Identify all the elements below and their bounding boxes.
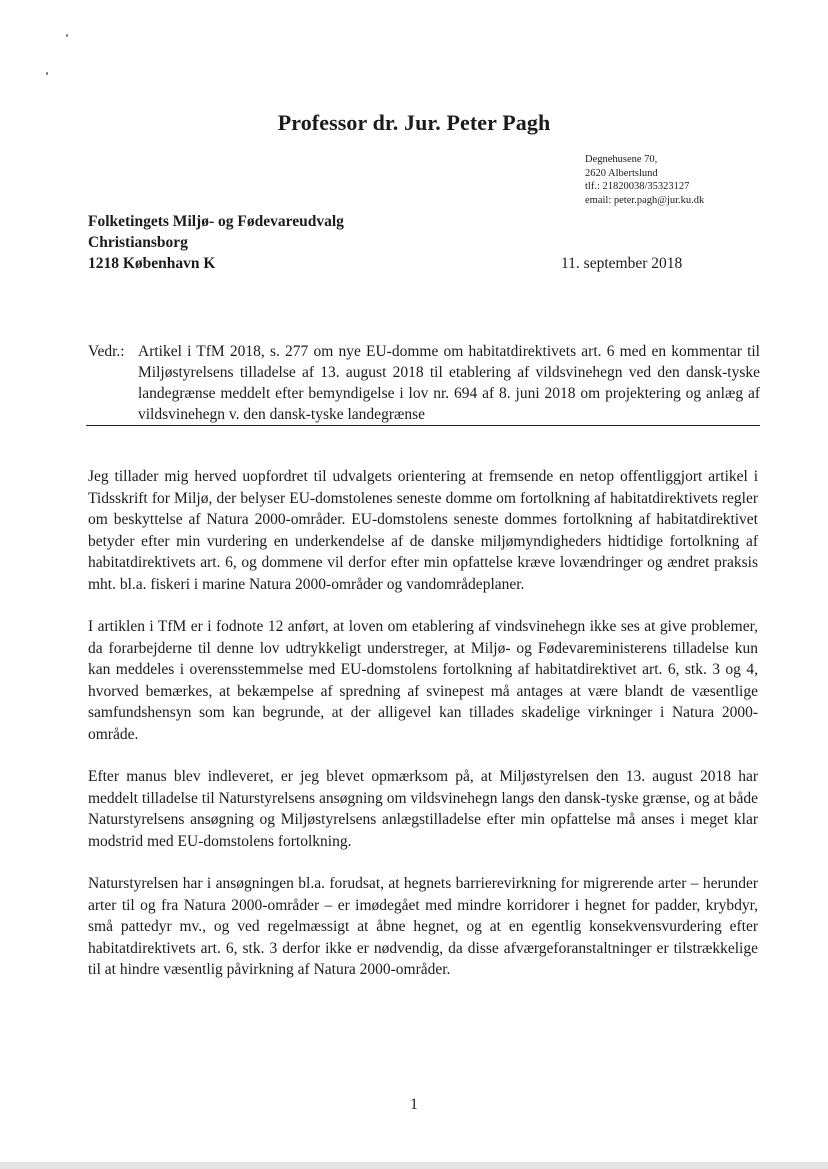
body-paragraph: I artiklen i TfM er i fodnote 12 anført, at loven om etablering af vindsvinehegn ikke ses at give problemer, da forarbejderne til denne lov udtrykkeligt understreger, at Miljø- og Fødevareministerens tilladelse kun kan meddeles i overensstemmelse med EU-domstolens fortolkning af habitatdirektivet art. 6, stk. 3 og 4, hvorved bemærkes, at bekæmpelse af spredning af svinepest må antages at være blandt de væsentlige samfundshensyn som kan begrunde, at der alligevel kan tillades skadelige virkninger i Natura 2000-område. [88, 618, 758, 743]
sender-city: 2620 Albertslund [585, 167, 658, 179]
recipient-line-2: Christiansborg [88, 234, 188, 251]
subject-block [88, 341, 760, 425]
recipient-address-block [88, 211, 344, 274]
scan-bottom-edge [0, 1162, 828, 1169]
page-number: 1 [410, 1096, 418, 1113]
letter-body [88, 466, 758, 1002]
letter-date: 11. september 2018 [561, 255, 683, 272]
subject-divider [86, 425, 760, 426]
scan-speck [46, 72, 48, 75]
sender-email: email: peter.pagh@jur.ku.dk [585, 194, 705, 206]
body-paragraph: Jeg tillader mig herved uopfordret til udvalgets orientering at fremsende en netop offentliggjort artikel i Tidsskrift for Miljø, der belyser EU-domstolenes seneste domme om fortolkning af habitatdirektivets regler om beskyttelse af Natura 2000-områder. EU-domstolens seneste dommes fortolkning af habitatdirektivet betyder efter min vurdering en underkendelse af de danske miljømyndigheders hidtidige fortolkning af habitatdirektivets art. 6, og dommene vil derfor efter min opfattelse kræve lovændringer og ændret praksis mht. bl.a. fiskeri i marine Natura 2000-områder og vandområdeplaner. [88, 468, 758, 593]
scan-speck [66, 34, 68, 37]
body-paragraph: Naturstyrelsen har i ansøgningen bl.a. forudsat, at hegnets barrierevirkning for migrerende arter – herunder arter til og fra Natura 2000-områder – er imødegået med mindre korridorer i hegnet for padder, krybdyr, små pattedyr mv., og ved regelmæssigt at åbne hegnet, og at en egentlig konsekvensvurdering efter habitatdirektivets art. 6, stk. 3 derfor ikke er nødvendig, da disse afværgeforanstaltninger er tilstrækkelige til at hindre væsentlig påvirkning af Natura 2000-områder. [88, 875, 758, 978]
sender-phone: tlf.: 21820038/35323127 [585, 181, 690, 192]
recipient-line-3: 1218 København K [88, 255, 216, 272]
body-paragraph: Efter manus blev indleveret, er jeg blevet opmærksom på, at Miljøstyrelsen den 13. august 2018 har meddelt tilladelse til Naturstyrelsens ansøgning om vildsvinehegn langs den dansk-tyske grænse, og at både Naturstyrelsens ansøgning og Miljøstyrelsens anlægstilladelse efter min opfattelse må anses i meget klar modstrid med EU-domstolens fortolkning. [88, 768, 758, 850]
sender-street: Degnehusene 70, [585, 154, 658, 165]
recipient-line-1: Folketingets Miljø- og Fødevareudvalg [88, 213, 344, 230]
sender-address-block [585, 153, 704, 207]
letterhead-title: Professor dr. Jur. Peter Pagh [277, 110, 551, 135]
subject-text: Artikel i TfM 2018, s. 277 om nye EU-domme om habitatdirektivets art. 6 med en kommentar til Miljøstyrelsens tilladelse af 13. august 2018 til etablering af vildsvinehegn ved den dansk-tyske landegrænse meddelt efter bemyndigelse i lov nr. 694 af 8. juni 2018 om projektering og anlæg af vildsvinehegn v. den dansk-tyske landegrænse [138, 343, 760, 423]
subject-prefix: Vedr.: [88, 343, 125, 360]
